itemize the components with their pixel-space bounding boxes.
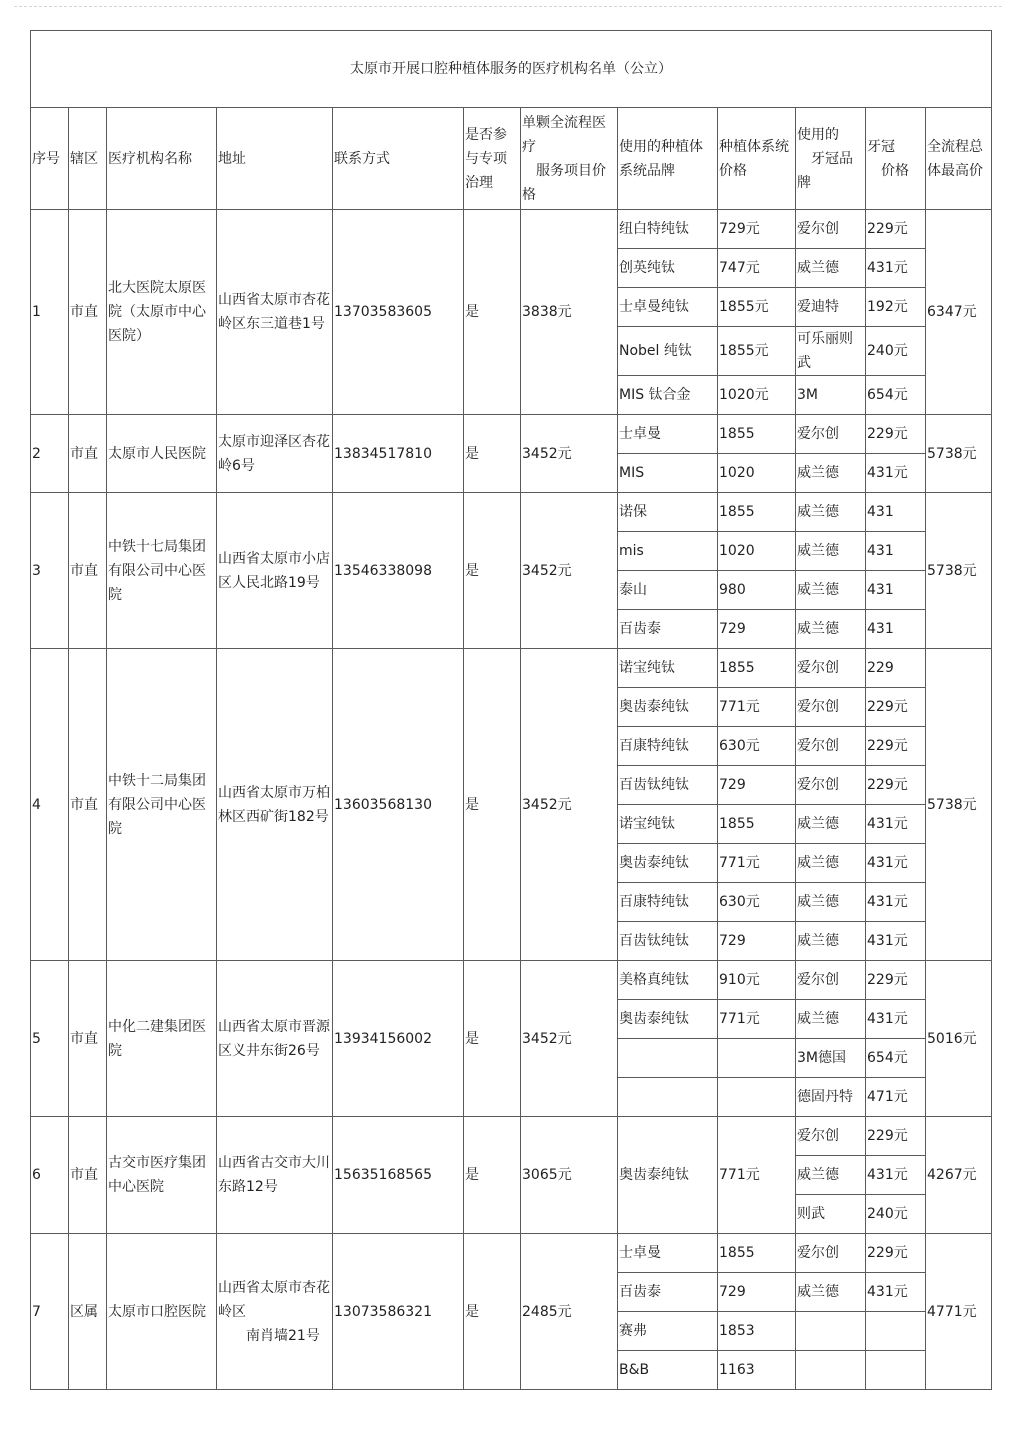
cell-contact: 15635168565: [333, 1117, 464, 1234]
cell-crown-brand: 威兰德: [796, 249, 866, 288]
cell-crown-brand: 威兰德: [796, 883, 866, 922]
cell-implant-price: 1855元: [718, 288, 796, 327]
cell-institution-name: 中化二建集团医院: [107, 961, 217, 1117]
header-service-price: 单颗全流程医疗 服务项目价格: [521, 108, 618, 210]
cell-crown-price: 229元: [866, 688, 926, 727]
cell-crown-brand: [796, 1351, 866, 1390]
cell-implant-brand: 士卓曼: [618, 1234, 718, 1273]
cell-address: 山西省太原市杏花岭区东三道巷1号: [217, 210, 333, 415]
cell-crown-price: 431: [866, 571, 926, 610]
cell-governance: 是: [464, 961, 521, 1117]
cell-implant-price: 1853: [718, 1312, 796, 1351]
cell-implant-price: 771元: [718, 1117, 796, 1234]
header-max-price: 全流程总体最高价: [926, 108, 992, 210]
cell-implant-brand: 美格真纯钛: [618, 961, 718, 1000]
cell-address: 山西省太原市小店区人民北路19号: [217, 493, 333, 649]
cell-service-price: 3452元: [521, 415, 618, 493]
cell-implant-brand: MIS: [618, 454, 718, 493]
cell-crown-brand: 威兰德: [796, 1000, 866, 1039]
cell-crown-price: 654元: [866, 1039, 926, 1078]
cell-crown-brand: 威兰德: [796, 454, 866, 493]
cell-crown-price: 229元: [866, 766, 926, 805]
cell-crown-brand: 爱尔创: [796, 1117, 866, 1156]
table-row: [31, 649, 992, 688]
cell-implant-brand: 奥齿泰纯钛: [618, 1117, 718, 1234]
cell-crown-brand: 爱尔创: [796, 1234, 866, 1273]
cell-implant-price: 771元: [718, 1000, 796, 1039]
cell-implant-price: 630元: [718, 727, 796, 766]
cell-crown-brand: 威兰德: [796, 493, 866, 532]
cell-contact: 13703583605: [333, 210, 464, 415]
cell-crown-price: 229元: [866, 210, 926, 249]
cell-crown-price: 229元: [866, 961, 926, 1000]
cell-crown-brand: 3M: [796, 376, 866, 415]
header-crown-price: 牙冠 价格: [866, 108, 926, 210]
cell-implant-price: 1855: [718, 649, 796, 688]
cell-implant-brand: 创英纯钛: [618, 249, 718, 288]
cell-implant-price: 771元: [718, 688, 796, 727]
header-seq: 序号: [31, 108, 69, 210]
cell-crown-price: 229: [866, 649, 926, 688]
cell-contact: 13834517810: [333, 415, 464, 493]
header-contact: 联系方式: [333, 108, 464, 210]
cell-crown-price: 431元: [866, 249, 926, 288]
cell-governance: 是: [464, 493, 521, 649]
cell-implant-price: 1020: [718, 532, 796, 571]
cell-institution-name: 古交市医疗集团中心医院: [107, 1117, 217, 1234]
header-crown-brand: 使用的 牙冠品牌: [796, 108, 866, 210]
cell-crown-price: [866, 1312, 926, 1351]
cell-seq: 5: [31, 961, 69, 1117]
cell-institution-name: 中铁十七局集团有限公司中心医院: [107, 493, 217, 649]
cell-crown-brand: 威兰德: [796, 805, 866, 844]
cell-max-price: 4771元: [926, 1234, 992, 1390]
cell-max-price: 4267元: [926, 1117, 992, 1234]
cell-crown-brand: 爱尔创: [796, 961, 866, 1000]
cell-crown-price: 431元: [866, 1273, 926, 1312]
cell-implant-price: 1855元: [718, 327, 796, 376]
cell-seq: 7: [31, 1234, 69, 1390]
cell-crown-price: 229元: [866, 1117, 926, 1156]
cell-implant-brand: 百齿钛纯钛: [618, 766, 718, 805]
institution-table: [30, 30, 992, 1390]
cell-governance: 是: [464, 210, 521, 415]
cell-crown-brand: 爱尔创: [796, 727, 866, 766]
cell-implant-price: 1855: [718, 493, 796, 532]
cell-crown-brand: 爱迪特: [796, 288, 866, 327]
table-title: 太原市开展口腔种植体服务的医疗机构名单（公立）: [31, 31, 992, 108]
cell-address: 山西省古交市大川东路12号: [217, 1117, 333, 1234]
cell-implant-price: 910元: [718, 961, 796, 1000]
cell-institution-name: 中铁十二局集团有限公司中心医院: [107, 649, 217, 961]
header-district: 辖区: [69, 108, 107, 210]
cell-seq: 2: [31, 415, 69, 493]
cell-implant-brand: 诺宝纯钛: [618, 805, 718, 844]
cell-implant-price: 747元: [718, 249, 796, 288]
cell-crown-brand: 德固丹特: [796, 1078, 866, 1117]
cell-crown-price: 431: [866, 610, 926, 649]
cell-governance: 是: [464, 649, 521, 961]
cell-crown-brand: 可乐丽则武: [796, 327, 866, 376]
cell-implant-brand: MIS 钛合金: [618, 376, 718, 415]
cell-implant-price: 1020: [718, 454, 796, 493]
cell-crown-brand: 爱尔创: [796, 766, 866, 805]
cell-implant-brand: 百康特纯钛: [618, 727, 718, 766]
table-row: [31, 493, 992, 532]
cell-crown-price: 229元: [866, 1234, 926, 1273]
cell-crown-brand: 威兰德: [796, 1273, 866, 1312]
cell-implant-price: 729: [718, 1273, 796, 1312]
cell-implant-price: 1855: [718, 805, 796, 844]
cell-crown-brand: 爱尔创: [796, 415, 866, 454]
cell-crown-price: 229元: [866, 727, 926, 766]
table-row: [31, 1117, 992, 1156]
cell-implant-price: 729: [718, 766, 796, 805]
cell-governance: 是: [464, 415, 521, 493]
cell-implant-brand: 士卓曼: [618, 415, 718, 454]
cell-implant-price: 1020元: [718, 376, 796, 415]
table-row: [31, 210, 992, 249]
cell-institution-name: 北大医院太原医院（太原市中心医院）: [107, 210, 217, 415]
cell-district: 市直: [69, 493, 107, 649]
cell-governance: 是: [464, 1234, 521, 1390]
cell-crown-brand: 威兰德: [796, 844, 866, 883]
cell-institution-name: 太原市人民医院: [107, 415, 217, 493]
cell-max-price: 6347元: [926, 210, 992, 415]
cell-service-price: 3838元: [521, 210, 618, 415]
cell-implant-price: 729: [718, 610, 796, 649]
cell-crown-price: 240元: [866, 327, 926, 376]
cell-implant-brand: 百齿泰: [618, 1273, 718, 1312]
cell-crown-price: 431元: [866, 922, 926, 961]
cell-implant-brand: 诺保: [618, 493, 718, 532]
cell-implant-brand: 纽白特纯钛: [618, 210, 718, 249]
header-address: 地址: [217, 108, 333, 210]
header-implant-price: 种植体系统价格: [718, 108, 796, 210]
cell-contact: 13073586321: [333, 1234, 464, 1390]
cell-contact: 13546338098: [333, 493, 464, 649]
cell-district: 区属: [69, 1234, 107, 1390]
cell-contact: 13603568130: [333, 649, 464, 961]
cell-implant-brand: [618, 1039, 718, 1078]
cell-implant-price: 729元: [718, 210, 796, 249]
cell-implant-brand: 百齿钛纯钛: [618, 922, 718, 961]
cell-address: 山西省太原市杏花岭区 南肖墙21号: [217, 1234, 333, 1390]
cell-crown-price: 431: [866, 493, 926, 532]
cell-crown-price: 431元: [866, 805, 926, 844]
cell-crown-price: 431元: [866, 1000, 926, 1039]
cell-crown-price: 229元: [866, 415, 926, 454]
cell-implant-brand: Nobel 纯钛: [618, 327, 718, 376]
cell-seq: 4: [31, 649, 69, 961]
cell-seq: 6: [31, 1117, 69, 1234]
cell-implant-brand: 赛弗: [618, 1312, 718, 1351]
cell-crown-price: 431元: [866, 454, 926, 493]
table-row: [31, 961, 992, 1000]
cell-implant-brand: 奥齿泰纯钛: [618, 844, 718, 883]
cell-service-price: 2485元: [521, 1234, 618, 1390]
cell-crown-brand: 威兰德: [796, 532, 866, 571]
cell-crown-brand: 威兰德: [796, 1156, 866, 1195]
cell-service-price: 3452元: [521, 649, 618, 961]
cell-seq: 3: [31, 493, 69, 649]
cell-crown-price: [866, 1351, 926, 1390]
cell-crown-brand: 爱尔创: [796, 649, 866, 688]
cell-district: 市直: [69, 649, 107, 961]
cell-implant-price: 980: [718, 571, 796, 610]
cell-seq: 1: [31, 210, 69, 415]
cell-implant-price: 630元: [718, 883, 796, 922]
cell-implant-brand: 百康特纯钛: [618, 883, 718, 922]
table-row: [31, 1234, 992, 1273]
cell-governance: 是: [464, 1117, 521, 1234]
cell-district: 市直: [69, 210, 107, 415]
cell-crown-price: 192元: [866, 288, 926, 327]
cell-crown-brand: 则武: [796, 1195, 866, 1234]
cell-district: 市直: [69, 961, 107, 1117]
cell-crown-price: 431: [866, 532, 926, 571]
cell-implant-price: 1163: [718, 1351, 796, 1390]
cell-district: 市直: [69, 415, 107, 493]
cell-implant-brand: 百齿泰: [618, 610, 718, 649]
cell-crown-price: 654元: [866, 376, 926, 415]
cell-crown-price: 431元: [866, 883, 926, 922]
cell-crown-brand: 3M德国: [796, 1039, 866, 1078]
cell-crown-brand: 威兰德: [796, 610, 866, 649]
cell-service-price: 3452元: [521, 961, 618, 1117]
cell-address: 太原市迎泽区杏花岭6号: [217, 415, 333, 493]
cell-crown-brand: 威兰德: [796, 571, 866, 610]
cell-implant-brand: 士卓曼纯钛: [618, 288, 718, 327]
cell-implant-brand: 泰山: [618, 571, 718, 610]
cell-crown-brand: 爱尔创: [796, 210, 866, 249]
cell-institution-name: 太原市口腔医院: [107, 1234, 217, 1390]
cell-implant-brand: 奥齿泰纯钛: [618, 1000, 718, 1039]
cell-crown-price: 431元: [866, 844, 926, 883]
cell-implant-brand: 奥齿泰纯钛: [618, 688, 718, 727]
table-row: [31, 415, 992, 454]
cell-contact: 13934156002: [333, 961, 464, 1117]
cell-address: 山西省太原市晋源区义井东街26号: [217, 961, 333, 1117]
cell-implant-price: 1855: [718, 415, 796, 454]
cell-implant-price: [718, 1078, 796, 1117]
cell-implant-brand: mis: [618, 532, 718, 571]
cell-crown-price: 471元: [866, 1078, 926, 1117]
cell-service-price: 3452元: [521, 493, 618, 649]
cell-crown-brand: 爱尔创: [796, 688, 866, 727]
cell-crown-price: 240元: [866, 1195, 926, 1234]
cell-max-price: 5738元: [926, 649, 992, 961]
cell-max-price: 5738元: [926, 493, 992, 649]
header-governance: 是否参与专项治理: [464, 108, 521, 210]
cell-address: 山西省太原市万柏林区西矿街182号: [217, 649, 333, 961]
cell-implant-price: 771元: [718, 844, 796, 883]
cell-crown-price: 431元: [866, 1156, 926, 1195]
cell-implant-brand: [618, 1078, 718, 1117]
cell-crown-brand: 威兰德: [796, 922, 866, 961]
cell-district: 市直: [69, 1117, 107, 1234]
header-name: 医疗机构名称: [107, 108, 217, 210]
cell-max-price: 5016元: [926, 961, 992, 1117]
cell-service-price: 3065元: [521, 1117, 618, 1234]
header-implant-brand: 使用的种植体系统品牌: [618, 108, 718, 210]
cell-implant-price: 1855: [718, 1234, 796, 1273]
cell-crown-brand: [796, 1312, 866, 1351]
top-divider: [14, 6, 1002, 7]
header-row: [31, 108, 992, 210]
cell-implant-brand: 诺宝纯钛: [618, 649, 718, 688]
cell-implant-price: [718, 1039, 796, 1078]
cell-implant-brand: B&B: [618, 1351, 718, 1390]
cell-max-price: 5738元: [926, 415, 992, 493]
cell-implant-price: 729: [718, 922, 796, 961]
